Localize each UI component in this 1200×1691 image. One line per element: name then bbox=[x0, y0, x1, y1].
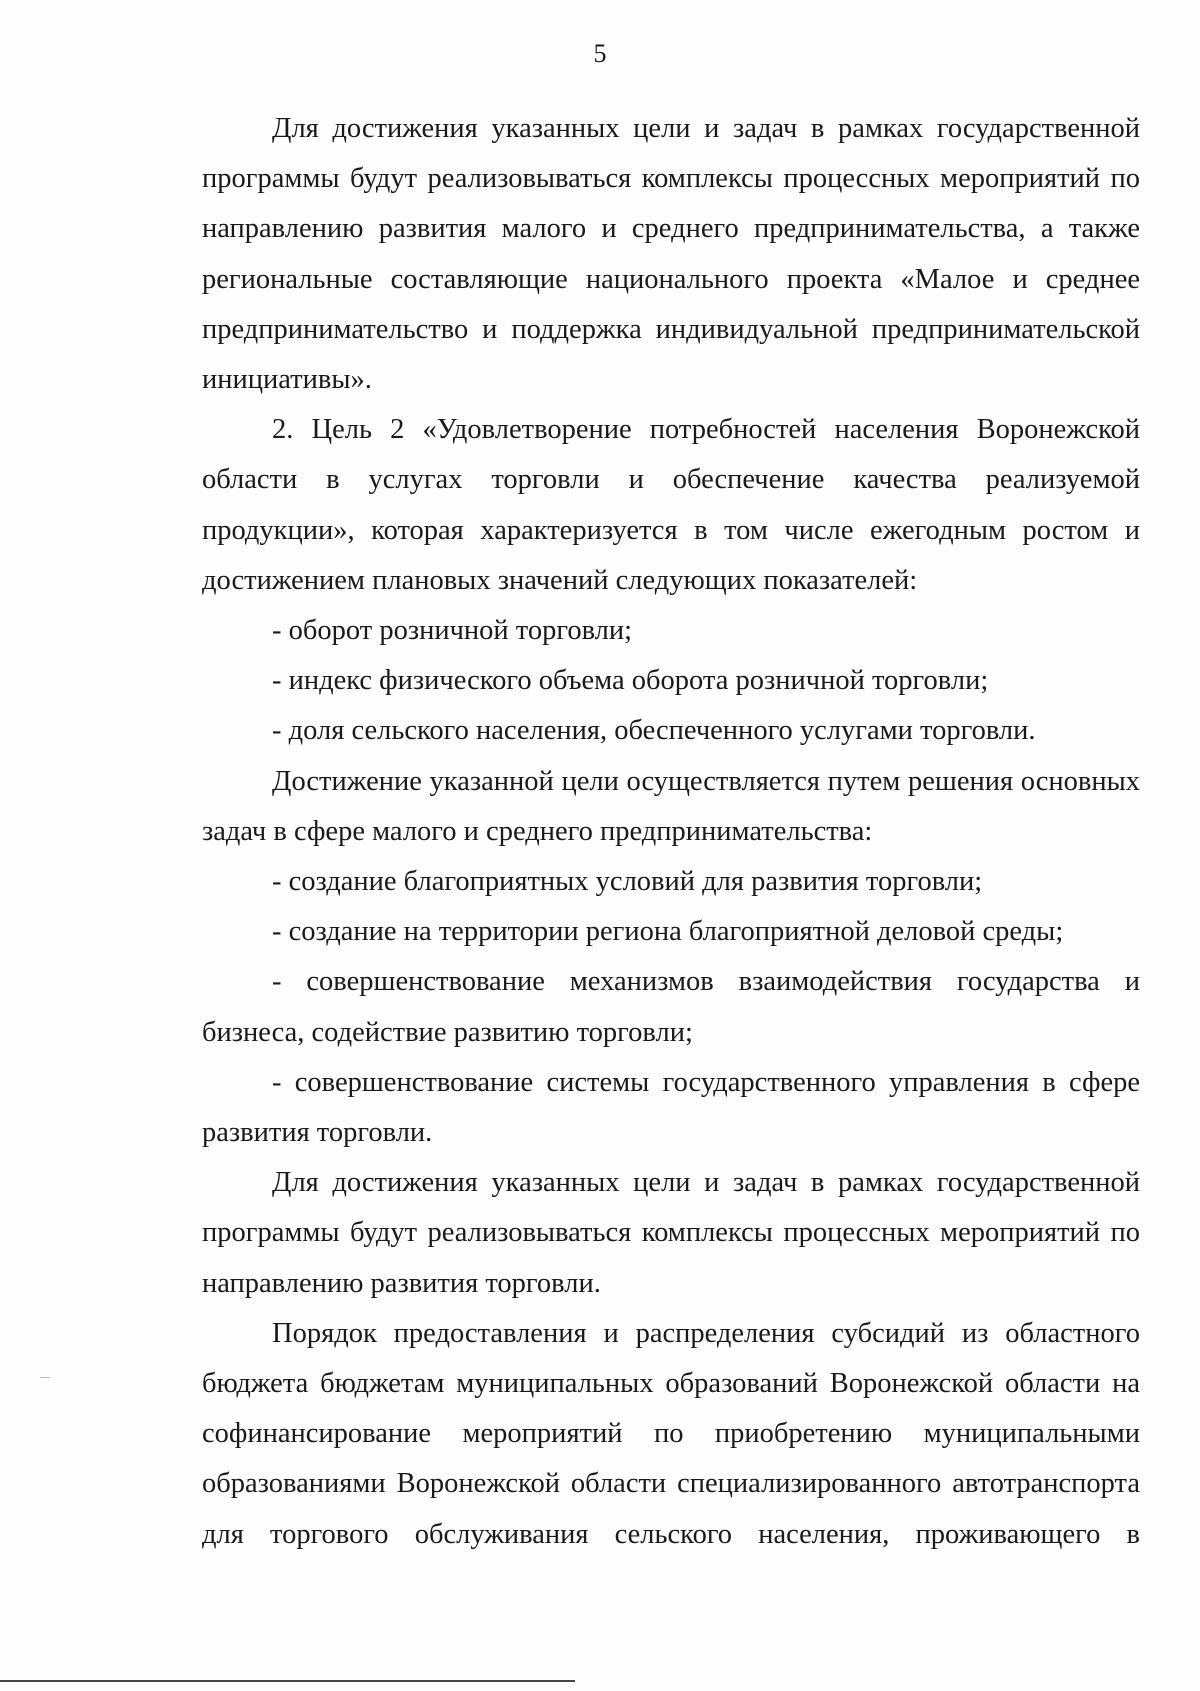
paragraph-trade-measures: Для достижения указанных цели и задач в рамках государственной программы будут реализовываться комплексы процессных мероприятий по направлению развития торговли. bbox=[202, 1167, 1140, 1299]
paragraph-goal-1-measures: Для достижения указанных цели и задач в рамках государственной программы будут реализовываться комплексы процессных мероприятий по направлению развития малого и среднего предпринимательства, а также региональные составляющие национального проекта «Малое и среднее предпринимательство и поддержка индивидуальной предпринимательской инициативы». bbox=[202, 113, 1140, 396]
paragraph-goal-2: 2. Цель 2 «Удовлетворение потребностей населения Воронежской области в услугах торговли и обеспечение качества реализуемой продукции», которая характеризуется в том числе ежегодным ростом и достижением плановых значений следующих показателей: bbox=[202, 414, 1140, 596]
list-item-rural-population-share: - доля сельского населения, обеспеченного услугами торговли. bbox=[272, 715, 1036, 747]
list-item-retail-turnover: - оборот розничной торговли; bbox=[272, 615, 633, 647]
scan-speck bbox=[40, 1377, 50, 1378]
page-number: 5 bbox=[593, 39, 607, 68]
bottom-edge-line bbox=[0, 1680, 575, 1682]
list-item-management-system: - совершенствование системы государственного управления в сфере развития торговли. bbox=[202, 1066, 1140, 1149]
paragraph-subsidy-procedure: Порядок предоставления и распределения субсидий из областного бюджета бюджетам муниципальных образований Воронежской области на софинансирование мероприятий по приобретению муниципальными образованиями Воронежской области специализированного автотранспорта для торгового обслуживания сельского населения, проживающего в bbox=[202, 1317, 1140, 1550]
list-item-business-environment: - создание на территории региона благоприятной деловой среды; bbox=[272, 916, 1064, 948]
document-body bbox=[202, 104, 1140, 1560]
list-item-favorable-conditions: - создание благоприятных условий для развития торговли; bbox=[272, 866, 983, 898]
list-item-interaction-mechanisms: - совершенствование механизмов взаимодействия государства и бизнеса, содействие развитию торговли; bbox=[202, 966, 1140, 1048]
paragraph-goal-achievement: Достижение указанной цели осуществляется путем решения основных задач в сфере малого и среднего предпринимательства: bbox=[202, 765, 1140, 847]
list-item-physical-volume-index: - индекс физического объема оборота розничной торговли; bbox=[272, 665, 989, 697]
